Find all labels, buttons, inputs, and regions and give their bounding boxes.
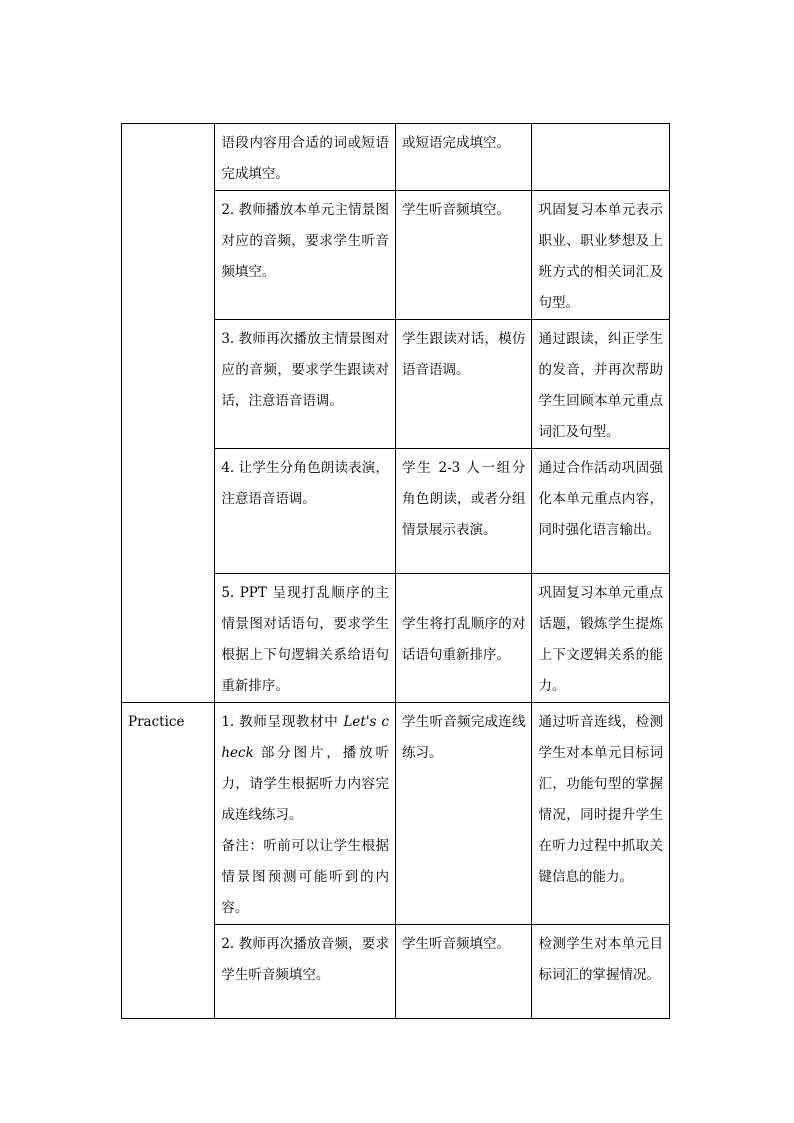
student-activity-text: 或短语完成填空。 — [401, 135, 510, 151]
teacher-activity-cell — [215, 925, 396, 1019]
student-activity-cell — [395, 574, 531, 703]
student-activity-cell — [395, 124, 531, 191]
student-activity-text: 学生听音频填空。 — [401, 936, 510, 952]
purpose-cell — [532, 703, 670, 925]
lesson-plan-table — [121, 123, 670, 1019]
purpose-text: 巩固复习本单元表示职业、职业梦想及上班方式的相关词汇及句型。 — [538, 202, 663, 311]
purpose-cell — [532, 320, 670, 449]
teacher-activity-cell — [215, 703, 396, 925]
textbook-section-term: Let's check — [221, 714, 389, 761]
table-row — [122, 124, 670, 191]
teacher-activity-text: 5. PPT 呈现打乱顺序的主情景图对话语句，要求学生根据上下句逻辑关系给语句重新排序。 — [221, 585, 389, 694]
table-row — [122, 703, 670, 925]
teacher-activity-text: 2. 教师再次播放音频，要求学生听音频填空。 — [221, 936, 389, 983]
purpose-cell — [532, 124, 670, 191]
teacher-activity-note: 备注：听前可以让学生根据情景图预测可能听到的内容。 — [221, 838, 389, 916]
student-activity-text: 学生将打乱顺序的对话语句重新排序。 — [401, 616, 526, 663]
stage-label: Practice — [128, 714, 185, 730]
teacher-activity-cell — [215, 191, 396, 320]
teacher-activity-text: 语段内容用合适的词或短语完成填空。 — [221, 135, 389, 182]
teacher-activity-cell — [215, 574, 396, 703]
teacher-activity-text-pre: 1. 教师呈现教材中 — [221, 714, 344, 730]
student-activity-text: 学生听音频填空。 — [401, 202, 510, 218]
teacher-activity-cell — [215, 124, 396, 191]
purpose-cell — [532, 925, 670, 1019]
student-activity-cell — [395, 449, 531, 574]
purpose-cell — [532, 191, 670, 320]
purpose-text: 通过合作活动巩固强化本单元重点内容，同时强化语言输出。 — [538, 460, 663, 538]
teacher-activity-cell — [215, 320, 396, 449]
purpose-cell — [532, 574, 670, 703]
student-activity-cell — [395, 703, 531, 925]
student-activity-text: 学生跟读对话，模仿语音语调。 — [401, 331, 526, 378]
teacher-activity-cell — [215, 449, 396, 574]
student-activity-text: 学生听音频完成连线练习。 — [401, 714, 526, 761]
student-activity-cell — [395, 191, 531, 320]
student-activity-text: 学生 2-3 人一组分角色朗读，或者分组情景展示表演。 — [401, 460, 526, 538]
teacher-activity-text: 2. 教师播放本单元主情景图对应的音频，要求学生听音频填空。 — [221, 202, 389, 280]
student-activity-cell — [395, 320, 531, 449]
stage-cell — [122, 124, 215, 703]
purpose-text: 巩固复习本单元重点话题，锻炼学生提炼上下文逻辑关系的能力。 — [538, 585, 663, 694]
student-activity-cell — [395, 925, 531, 1019]
stage-cell-practice — [122, 703, 215, 1019]
purpose-cell — [532, 449, 670, 574]
purpose-text: 检测学生对本单元目标词汇的掌握情况。 — [538, 936, 663, 983]
teacher-activity-text-post: 部分图片，播放听力，请学生根据听力内容完成连线练习。 — [221, 745, 389, 823]
purpose-text: 通过跟读，纠正学生的发音，并再次帮助学生回顾本单元重点词汇及句型。 — [538, 331, 663, 440]
teacher-activity-text: 4. 让学生分角色朗读表演，注意语音语调。 — [221, 460, 389, 507]
teacher-activity-text: 3. 教师再次播放主情景图对应的音频，要求学生跟读对话，注意语音语调。 — [221, 331, 389, 409]
purpose-text: 通过听音连线，检测学生对本单元目标词汇，功能句型的掌握情况，同时提升学生在听力过程中抓取关键信息的能力。 — [538, 714, 663, 885]
